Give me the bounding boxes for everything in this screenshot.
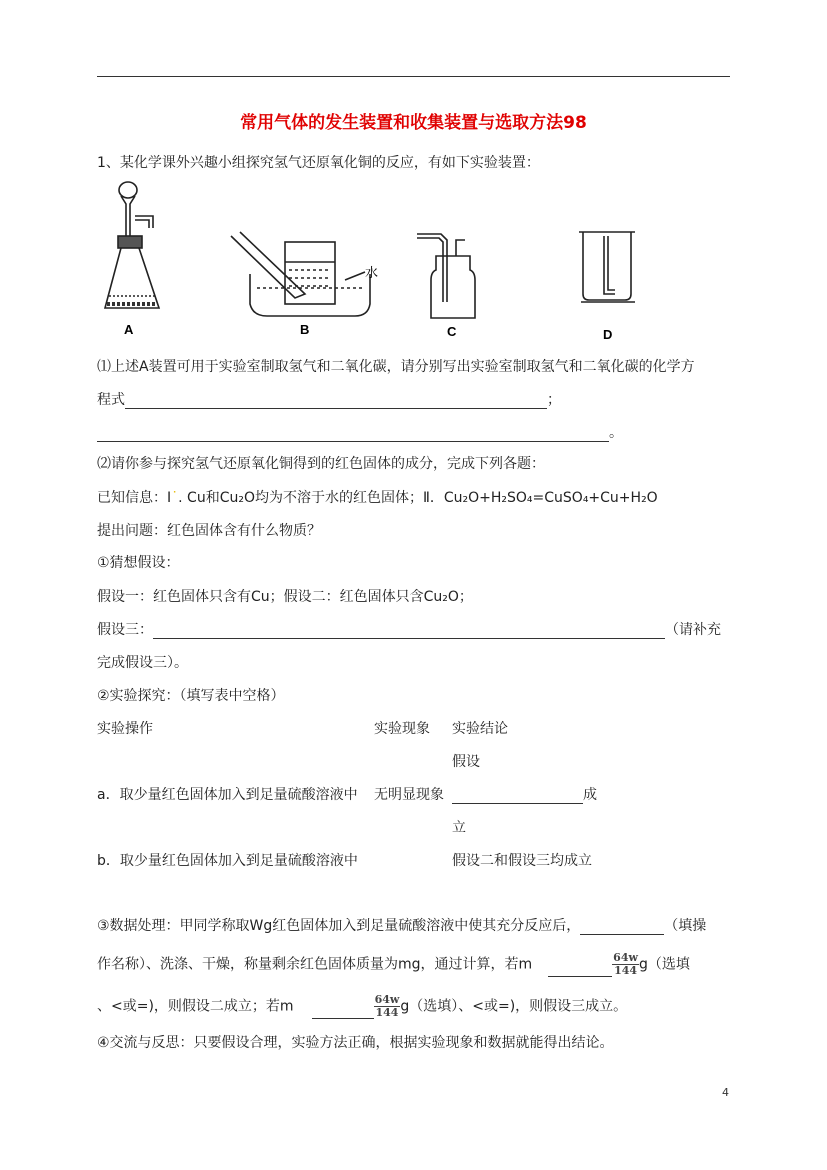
row-a-conclusion-end: 立 xyxy=(452,820,466,836)
label-d: D xyxy=(603,327,613,342)
row-b-conclusion: 假设二和假设三均成立 xyxy=(452,853,592,869)
page-number: 4 xyxy=(722,1086,729,1099)
fraction-64w-144: $\frac{64w}{144}$ xyxy=(613,951,638,977)
row-a-phenomenon: 无明显现象 xyxy=(374,787,444,803)
page-title: 常用气体的发生装置和收集装置与选取方法98 xyxy=(240,113,587,133)
answer-blank-equation1[interactable] xyxy=(125,394,547,409)
part1-line3-suffix: 。 xyxy=(609,425,623,441)
apparatus-figure xyxy=(95,176,655,344)
data-line2 xyxy=(97,952,690,977)
hypothesis-1-2: 假设一：红色固体只含有Cu；假设二：红色固体只含Cu₂O； xyxy=(97,589,473,605)
question-text: 提出问题：红色固体含有什么物质？ xyxy=(97,523,321,539)
answer-blank-row-a[interactable] xyxy=(452,789,583,804)
data-line3 xyxy=(97,994,627,1019)
label-c: C xyxy=(447,324,457,339)
answer-blank-operation[interactable] xyxy=(580,920,664,935)
table-header-operation: 实验操作 xyxy=(97,721,153,737)
apparatus-c xyxy=(417,234,475,318)
label-a: A xyxy=(124,322,134,337)
hypothesis-3-cont: 完成假设三）。 xyxy=(97,655,188,671)
label-b: B xyxy=(300,322,310,337)
part1-line2-prefix: 程式 xyxy=(97,392,125,408)
data-line1-text: ③数据处理：甲同学称取Wg红色固体加入到足量硫酸溶液中使其充分反应后， xyxy=(97,918,581,934)
part1-line2 xyxy=(97,389,561,409)
table-header-conclusion: 实验结论 xyxy=(452,721,508,737)
data-line2-text: 作名称）、洗涤、干燥，称量剩余红色固体质量为mg，通过计算，若m xyxy=(97,956,533,973)
data-line2-suffix: g（选填 xyxy=(638,956,690,973)
data-line3-suffix: g（选填）、<或=)，则假设三成立。 xyxy=(400,998,628,1015)
data-line1 xyxy=(97,915,706,935)
data-line3-text: ‌、<或=)，则假设二成立；若m xyxy=(97,998,294,1015)
apparatus-a xyxy=(105,182,159,308)
row-a-operation: a．取少量红色固体加入到足量硫酸溶液中 xyxy=(97,787,358,803)
explore-heading: ②实验探究：（填写表中空格） xyxy=(97,688,285,704)
answer-blank-hypothesis3[interactable] xyxy=(153,624,665,639)
known-info xyxy=(97,487,658,507)
hypothesis-3-suffix: （请补充 xyxy=(665,622,721,638)
hypothesis-heading: ①猜想假设： xyxy=(97,555,180,571)
known-info-prefix: 已知信息：Ⅰ xyxy=(97,490,172,506)
hypothesis-3-prefix: 假设三： xyxy=(97,622,153,638)
apparatus-d xyxy=(579,232,635,302)
part1-line2-suffix: ； xyxy=(547,392,561,408)
fraction-64w-144-b: $\frac{64w}{144}$ xyxy=(374,993,400,1019)
table-header-phenomenon: 实验现象 xyxy=(374,721,430,737)
answer-blank-compare1[interactable] xyxy=(548,962,612,977)
answer-blank-compare2[interactable] xyxy=(312,1004,374,1019)
part1-line3 xyxy=(97,422,623,442)
reflection: ④交流与反思：只要假设合理，实验方法正确，根据实验现象和数据就能得出结论。 xyxy=(97,1035,614,1051)
header-rule xyxy=(97,76,730,77)
label-water: 水 xyxy=(365,265,379,280)
apparatus-b xyxy=(231,232,370,316)
row-b-operation: b．取少量红色固体加入到足量硫酸溶液中 xyxy=(97,853,358,869)
row-a-conclusion-prefix: 假设 xyxy=(452,754,480,770)
known-dot: ˙ xyxy=(171,490,179,506)
row-a-conclusion-suffix: 成 xyxy=(583,787,597,803)
answer-blank-equation2[interactable] xyxy=(97,427,609,442)
known-info-rest: . Cu和Cu₂O均为不溶于水的红色固体；Ⅱ．Cu₂O+H₂SO₄=CuSO₄+Cu+H₂O xyxy=(178,490,658,506)
answer-blank-row-b-phenomenon[interactable] xyxy=(374,844,444,862)
row-a-conclusion xyxy=(452,784,597,804)
hypothesis-3 xyxy=(97,619,721,639)
question-intro: 1、某化学课外兴趣小组探究氢气还原氧化铜的反应，有如下实验装置： xyxy=(97,155,540,171)
data-line1-suffix: （填操 xyxy=(664,918,707,934)
part2-intro: ⑵请你参与探究氢气还原氧化铜得到的红色固体的成分，完成下列各题： xyxy=(97,456,545,472)
part1-line1: ⑴上述A装置可用于实验室制取氢气和二氧化碳，请分别写出实验室制取氢气和二氧化碳的化学方 xyxy=(97,359,695,375)
